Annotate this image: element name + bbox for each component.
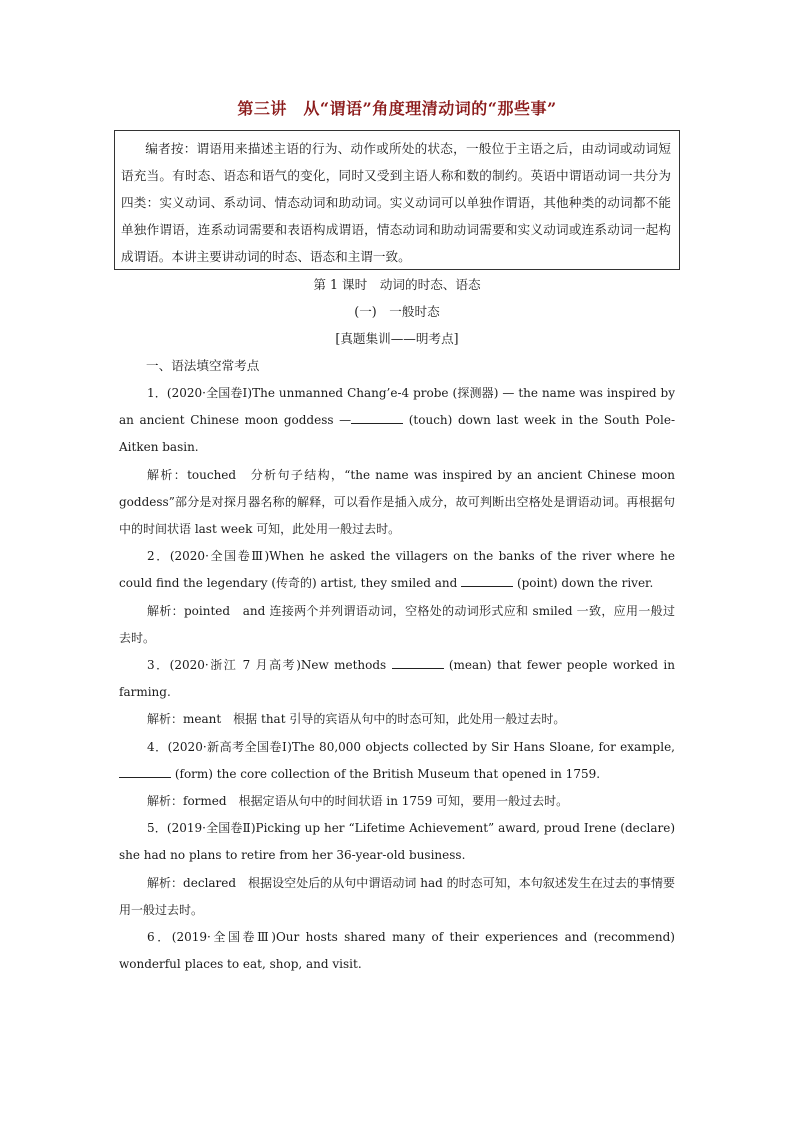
section-title: 一、语法填空常考点 <box>146 358 260 373</box>
question-item-2 <box>119 543 675 597</box>
analysis-1: 解析：touched 分析句子结构，“the name was inspired by an ancient Chinese moon goddess”部分是对探月器名称的解释，可以看作是插入成分，故可判断出空格处是谓语动词。再根据句中的时间状语 last week 可知，此处用一般过去时。 <box>119 467 675 537</box>
answer-blank[interactable] <box>461 574 513 587</box>
question-item-4 <box>119 734 675 788</box>
question-item-3 <box>119 652 675 706</box>
question-text-after: (touch) down last week in the South Pole-Aitken basin. <box>119 413 675 455</box>
answer-blank[interactable] <box>119 765 171 778</box>
question-text-after: (recommend) wonderful places to eat, shop, and visit. <box>119 930 675 972</box>
question-text-after: (declare) she had no plans to retire from her 36-year-old business. <box>119 821 675 863</box>
page-title: 第三讲 从“谓语”角度理清动词的“那些事” <box>237 99 557 118</box>
answer-blank[interactable] <box>392 656 444 669</box>
lesson-heading: 第 1 课时 动词的时态、语态 <box>313 277 481 292</box>
editor-note-text: 编者按：谓语用来描述主语的行为、动作或所处的状态，一般位于主语之后，由动词或动词短语充当。有时态、语态和语气的变化，同时又受到主语人称和数的制约。英语中谓语动词一共分为四类：实义动词、系动词、情态动词和助动词。实义动词可以单独作谓语，其他种类的动词都不能单独作谓语，连系动词需要和表语构成谓语，情态动词和助动词需要和实义动词或连系动词一起构成谓语。本讲主要讲动词的时态、语态和主谓一致。 <box>121 141 671 264</box>
analysis-3: 解析：meant 根据 that 引导的宾语从句中的时态可知，此处用一般过去时。 <box>147 712 566 727</box>
analysis-4: 解析：formed 根据定语从句中的时间状语 in 1759 可知，要用一般过去时。 <box>147 794 569 809</box>
question-text-before: 5．(2019·全国卷Ⅱ)Picking up her “Lifetime Achievement” award, proud Irene <box>147 821 617 836</box>
question-text-after: (form) the core collection of the British Museum that opened in 1759. <box>174 766 601 781</box>
question-item-6 <box>119 924 675 978</box>
question-text-before: 4．(2020·新高考全国卷Ⅰ)The 80,000 objects collected by Sir Hans Sloane, for example, <box>147 739 675 754</box>
subsection-heading: (一) 一般时态 <box>354 304 440 319</box>
question-text-before: 1．(2020·全国卷Ⅰ)The unmanned Chang’e-4 probe (探测器) — the name was inspired by an ancient Chinese moon goddess — <box>119 386 675 428</box>
questions-list <box>119 380 675 978</box>
analysis-5: 解析：declared 根据设空处后的从句中谓语动词 had 的时态可知，本句叙述发生在过去的事情要用一般过去时。 <box>119 875 675 917</box>
question-text-after: (point) down the river. <box>516 576 654 591</box>
analysis-2: 解析：pointed and 连接两个并列谓语动词，空格处的动词形式应和 smiled 一致，应用一般过去时。 <box>119 603 675 645</box>
question-text-after: (mean) that fewer people worked in farming. <box>119 658 675 700</box>
question-item-5 <box>119 815 675 869</box>
question-item-1 <box>119 380 675 462</box>
question-text-before: 6．(2019·全国卷Ⅲ)Our hosts shared many of their experiences and <box>147 930 588 945</box>
question-text-before: 3．(2020·浙江 7 月高考)New methods <box>147 658 387 673</box>
answer-blank[interactable] <box>351 411 403 424</box>
question-text-before: 2．(2020·全国卷Ⅲ)When he asked the villagers on the banks of the river where he could find the legendary (传奇的) artist, they smiled and <box>119 549 675 591</box>
editor-note-box <box>114 130 680 270</box>
bracket-heading: [真题集训——明考点] <box>335 331 459 346</box>
